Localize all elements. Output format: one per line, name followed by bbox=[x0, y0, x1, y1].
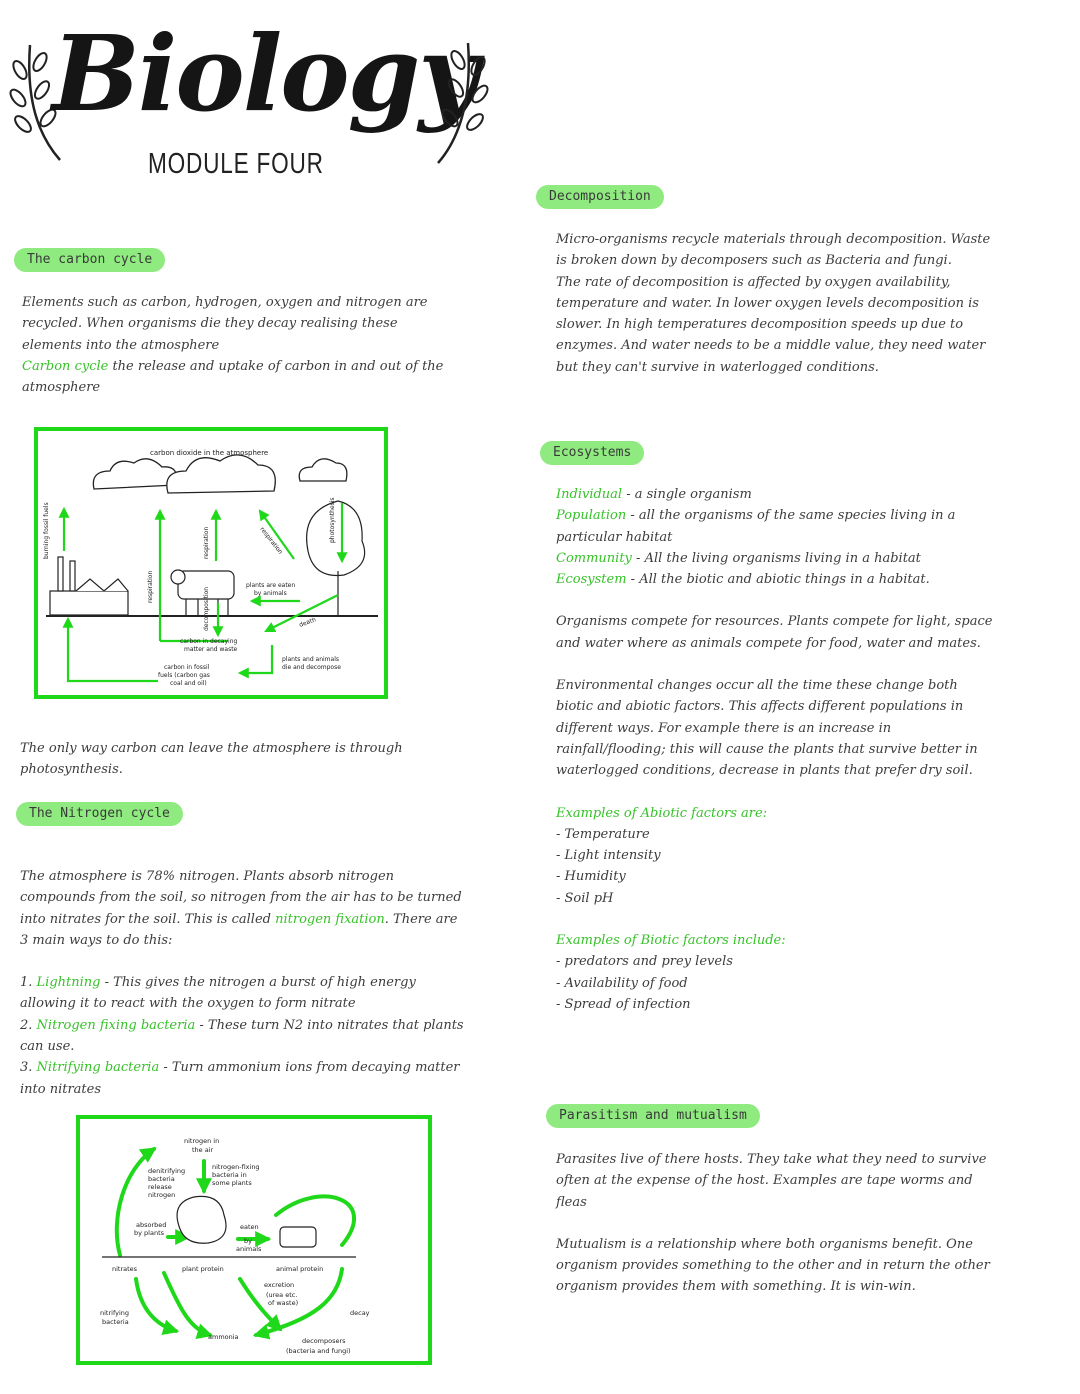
factory-icon bbox=[50, 557, 128, 615]
label-fossil-1: carbon in fossil bbox=[164, 664, 210, 671]
label-animal-protein: animal protein bbox=[276, 1265, 324, 1273]
label-ammonia: ammonia bbox=[208, 1333, 239, 1341]
item-3-term: Nitrifying bacteria bbox=[36, 1060, 160, 1076]
heading-ecosystems: Ecosystems bbox=[540, 441, 644, 465]
text-ecosystem: - All the biotic and abiotic things in a habitat. bbox=[626, 572, 930, 588]
nitrogen-intro-b: . There are 3 main ways to do this: bbox=[20, 911, 458, 948]
fix-3: some plants bbox=[212, 1179, 252, 1187]
label-decay: decay bbox=[350, 1309, 370, 1317]
label-atmosphere: carbon dioxide in the atmosphere bbox=[150, 449, 269, 457]
carbon-after-text: The only way carbon can leave the atmosphere is through photosynthesis. bbox=[20, 741, 403, 778]
label-respiration-2: respiration bbox=[203, 526, 210, 559]
nitrogen-intro-a: The atmosphere is 78% nitrogen. Plants absorb nitrogen compounds from the soil, so nitrogen from the air has to be turned into nitrates for the soil. This is called bbox=[20, 869, 462, 927]
abiotic-item: - Humidity bbox=[556, 869, 626, 885]
item-1-term: Lightning bbox=[36, 975, 101, 991]
label-decomposition: decomposition bbox=[203, 586, 210, 631]
carbon-cycle-illustration bbox=[38, 431, 384, 695]
heading-carbon-cycle: The carbon cycle bbox=[14, 248, 165, 272]
abiotic-item: - Light intensity bbox=[556, 848, 661, 864]
compete-text: Organisms compete for resources. Plants compete for light, space and water where as animals compete for food, water and mates. bbox=[556, 614, 993, 651]
nitrogen-intro bbox=[20, 866, 465, 951]
page-subtitle: MODULE FOUR bbox=[148, 148, 324, 180]
text-population: - all the organisms of the same species living in a particular habitat bbox=[556, 508, 956, 545]
cloud-icon bbox=[93, 455, 347, 493]
nitrogen-item-3 bbox=[20, 1057, 465, 1100]
def-individual bbox=[556, 484, 996, 505]
decomp-1: decomposers bbox=[302, 1337, 346, 1345]
biotic-item: - predators and prey levels bbox=[556, 954, 733, 970]
n-air-1: nitrogen in bbox=[184, 1137, 220, 1145]
term-ecosystem: Ecosystem bbox=[556, 572, 627, 588]
item-1-text: - This gives the nitrogen a burst of high energy allowing it to react with the oxygen to form nitrate bbox=[20, 975, 416, 1012]
label-nitrates: nitrates bbox=[112, 1265, 138, 1273]
decomp-2: (bacteria and fungi) bbox=[286, 1347, 351, 1355]
denit-4: nitrogen bbox=[148, 1191, 176, 1199]
excr-2: (urea etc. bbox=[266, 1291, 298, 1299]
carbon-definition bbox=[22, 356, 457, 399]
item-2-text: - These turn N2 into nitrates that plants can use. bbox=[20, 1017, 464, 1055]
ecosystems-text bbox=[556, 484, 996, 1015]
carbon-cycle-term: Carbon cycle bbox=[22, 358, 109, 374]
fix-1: nitrogen-fixing bbox=[212, 1163, 260, 1171]
term-community: Community bbox=[556, 550, 632, 566]
carbon-cycle-definition-text: the release and uptake of carbon in and out of the atmosphere bbox=[22, 358, 444, 396]
label-fossil-2: fuels (carbon gas bbox=[158, 672, 210, 679]
term-population: Population bbox=[556, 508, 627, 524]
parasitism-text bbox=[556, 1149, 996, 1298]
biotic-heading: Examples of Biotic factors include: bbox=[556, 933, 786, 949]
item-3-number: 3. bbox=[20, 1060, 37, 1076]
abiotic-item: - Soil pH bbox=[556, 890, 614, 906]
absorb-1: absorbed bbox=[136, 1221, 167, 1229]
heading-parasitism: Parasitism and mutualism bbox=[546, 1104, 760, 1128]
item-2-number: 2. bbox=[20, 1017, 37, 1033]
label-die-1: plants and animals bbox=[282, 656, 339, 663]
text-community: - All the living organisms living in a habitat bbox=[631, 550, 921, 566]
abiotic-heading: Examples of Abiotic factors are: bbox=[556, 805, 768, 821]
term-individual: Individual bbox=[556, 487, 623, 502]
nitrogen-item-2 bbox=[20, 1015, 465, 1058]
excr-3: of waste) bbox=[268, 1299, 299, 1307]
nitrif-1: nitrifying bbox=[100, 1309, 130, 1317]
nitrif-2: bacteria bbox=[102, 1318, 129, 1326]
carbon-intro-text: Elements such as carbon, hydrogen, oxygen and nitrogen are recycled. When organisms die they decay realising these elements into the atmosphere bbox=[22, 295, 428, 353]
environment-text: Environmental changes occur all the time these change both biotic and abiotic factors. This affects different populations in different ways. For example there is an increase in rainfall/flooding; this will cause the plants that survive better in waterlogged conditions, decrease in plants that prefer dry soil. bbox=[556, 678, 978, 779]
biotic-item: - Availability of food bbox=[556, 975, 688, 991]
parasitism-paragraph: Parasites live of there hosts. They take what they need to survive often at the expense of the host. Examples are tape worms and fleas bbox=[556, 1152, 987, 1210]
def-community bbox=[556, 548, 996, 569]
eaten-3: animals bbox=[236, 1245, 262, 1253]
absorb-2: by plants bbox=[134, 1229, 165, 1237]
heading-nitrogen-cycle: The Nitrogen cycle bbox=[16, 802, 183, 826]
nitrogen-text bbox=[20, 866, 465, 1100]
label-photosynthesis: photosynthesis bbox=[329, 497, 336, 543]
label-plants-eaten-1: plants are eaten bbox=[246, 582, 296, 589]
page-title: Biology bbox=[52, 12, 477, 135]
label-death: death bbox=[298, 616, 317, 629]
def-ecosystem bbox=[556, 569, 996, 590]
label-decaying-1: carbon in decaying bbox=[180, 638, 238, 645]
label-plants-eaten-2: by animals bbox=[254, 590, 287, 597]
carbon-cycle-diagram bbox=[34, 427, 388, 699]
denit-2: bacteria bbox=[148, 1175, 175, 1183]
label-respiration-1: respiration bbox=[147, 570, 154, 603]
label-fossil-3: coal and oil) bbox=[170, 680, 207, 687]
label-decaying-2: matter and waste bbox=[184, 646, 238, 653]
label-die-2: die and decompose bbox=[282, 664, 341, 671]
eaten-1: eaten bbox=[240, 1223, 259, 1231]
label-burning-fossil-fuels: burning fossil fuels bbox=[43, 502, 50, 559]
abiotic-item: - Temperature bbox=[556, 826, 650, 842]
nitrogen-cycle-diagram bbox=[76, 1115, 432, 1365]
decomposition-text: Micro-organisms recycle materials through decomposition. Waste is broken down by decomposers such as Bacteria and fungi. The rate of decomposition is affected by oxygen availability, temperature and water. In lower oxygen levels decomposition is slower. In high temperatures decomposition speeds up due to enzymes. And water needs to be a middle value, they need water but they can't survive in waterlogged conditions. bbox=[556, 232, 991, 375]
denit-3: release bbox=[148, 1183, 172, 1191]
mutualism-paragraph: Mutualism is a relationship where both organisms benefit. One organism provides something to the other and in return the other organism provides them with something. It is win-win. bbox=[556, 1236, 990, 1295]
item-3-text: - Turn ammonium ions from decaying matter into nitrates bbox=[20, 1060, 460, 1097]
text-individual: - a single organism bbox=[622, 487, 752, 502]
plant-icon bbox=[177, 1196, 226, 1243]
denit-1: denitrifying bbox=[148, 1167, 186, 1175]
nitrogen-item-1 bbox=[20, 972, 465, 1015]
item-2-term: Nitrogen fixing bacteria bbox=[36, 1017, 196, 1033]
fix-2: bacteria in bbox=[212, 1171, 247, 1179]
n-air-2: the air bbox=[192, 1146, 214, 1154]
def-population bbox=[556, 505, 996, 548]
item-1-number: 1. bbox=[20, 975, 37, 991]
animal-icon bbox=[280, 1227, 316, 1247]
heading-decomposition: Decomposition bbox=[536, 185, 664, 209]
biotic-item: - Spread of infection bbox=[556, 996, 691, 1012]
label-plant-protein: plant protein bbox=[182, 1265, 224, 1273]
excr-1: excretion bbox=[264, 1281, 295, 1289]
eaten-2: by bbox=[244, 1237, 252, 1245]
label-respiration-3: respiration bbox=[258, 525, 284, 556]
carbon-intro bbox=[22, 292, 457, 398]
nitrogen-fixation-term: nitrogen fixation bbox=[275, 911, 385, 927]
right-leaf-sprig-icon bbox=[430, 38, 490, 168]
nitrogen-cycle-illustration bbox=[80, 1119, 428, 1361]
